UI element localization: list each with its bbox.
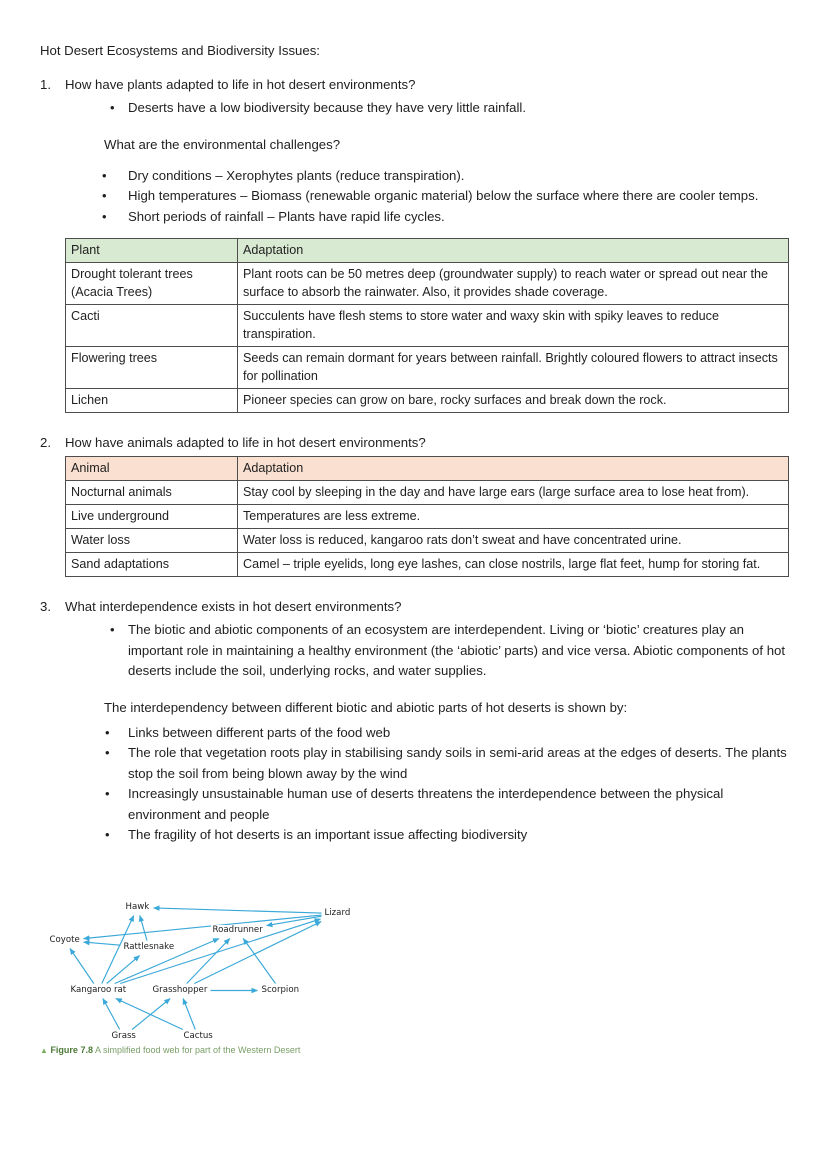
bullet-icon: • — [110, 100, 115, 115]
table-header-row — [66, 239, 789, 263]
cell-plant: Lichen — [66, 389, 238, 413]
bullet-icon: • — [102, 208, 107, 224]
question-3 — [40, 597, 790, 616]
list-item-text: The role that vegetation roots play in stabilising sandy soils in semi-arid areas at the edges of deserts. The plants stop the soil from being blown away by the wind — [128, 745, 787, 781]
column-header-plant: Plant — [66, 239, 238, 263]
bullet-icon: • — [105, 827, 110, 842]
bullet-icon: • — [102, 188, 107, 203]
question-3-number: 3. — [40, 599, 51, 614]
cell-animal: Live underground — [66, 505, 238, 529]
list-item-text: The fragility of hot deserts is an important issue affecting biodiversity — [128, 827, 528, 842]
food-web-link-cactus-to-kangaroo_rat — [116, 998, 183, 1029]
food-web-figure — [40, 884, 400, 1064]
cell-adaptation: Seeds can remain dormant for years between rainfall. Brightly coloured flowers to attract insects for pollination — [238, 347, 789, 389]
cell-animal: Nocturnal animals — [66, 481, 238, 505]
environmental-challenges-heading: What are the environmental challenges? — [104, 136, 341, 152]
list-item-text: The biotic and abiotic components of an ecosystem are interdependent. Living or ‘biotic’ creatures play an important role in maintaining a healthy environment (the ‘abiotic’ parts) and vice versa. Abiotic components of hot deserts include the soil, underlying rocks, and water supplies. — [128, 622, 786, 678]
food-web-link-rattlesnake-to-coyote — [84, 942, 121, 945]
table-header-row — [66, 457, 789, 481]
question-1 — [40, 75, 790, 94]
table-row — [66, 263, 789, 305]
list-item — [102, 186, 790, 207]
page-title: Hot Desert Ecosystems and Biodiversity Issues: — [40, 43, 320, 58]
bullet-icon: • — [102, 167, 107, 183]
list-item-text: Increasingly unsustainable human use of deserts threatens the interdependence between the physical environment and people — [128, 786, 724, 822]
food-web-node-scorpion: Scorpion — [261, 984, 300, 995]
food-web-link-grass-to-kangaroo_rat — [103, 998, 120, 1029]
cell-adaptation: Camel – triple eyelids, long eye lashes, can close nostrils, large flat feet, hump for storing fat. — [238, 553, 789, 577]
list-item — [102, 207, 790, 228]
list-item-text: High temperatures – Biomass (renewable organic material) below the surface where there are cooler temps. — [128, 188, 759, 203]
figure-number: Figure 7.8 — [50, 1044, 93, 1055]
food-web-node-cactus: Cactus — [183, 1030, 213, 1041]
table-row — [66, 305, 789, 347]
food-web-node-hawk: Hawk — [125, 901, 150, 912]
environmental-challenges-list — [102, 166, 790, 228]
list-item — [105, 743, 790, 784]
table-row — [66, 529, 789, 553]
table-row — [66, 481, 789, 505]
question-2 — [40, 433, 790, 452]
table-row — [66, 347, 789, 389]
column-header-animal: Animal — [66, 457, 238, 481]
food-web-link-lizard-to-hawk — [154, 907, 322, 912]
interdependency-list — [105, 723, 790, 846]
triangle-icon: ▲ — [40, 1045, 48, 1055]
list-item-text: Short periods of rainfall – Plants have rapid life cycles. — [128, 208, 445, 224]
cell-adaptation: Pioneer species can grow on bare, rocky surfaces and break down the rock. — [238, 389, 789, 413]
food-web-link-rattlesnake-to-hawk — [140, 915, 147, 940]
cell-adaptation: Temperatures are less extreme. — [238, 505, 789, 529]
food-web-node-roadrunner: Roadrunner — [212, 924, 263, 935]
column-header-adaptation: Adaptation — [238, 239, 789, 263]
food-web-node-grasshopper: Grasshopper — [152, 984, 208, 995]
question-1-number: 1. — [40, 77, 51, 92]
list-item — [105, 784, 790, 825]
bullet-icon: • — [105, 786, 110, 801]
food-web-link-kangaroo_rat-to-coyote — [70, 948, 94, 983]
plant-adaptation-table — [65, 238, 789, 413]
cell-animal: Water loss — [66, 529, 238, 553]
question-1-text: How have plants adapted to life in hot desert environments? — [65, 77, 416, 92]
table-row — [66, 553, 789, 577]
bullet-icon: • — [105, 724, 110, 740]
list-item — [105, 723, 790, 744]
cell-adaptation: Water loss is reduced, kangaroo rats don’t sweat and have concentrated urine. — [238, 529, 789, 553]
food-web-node-kangaroo_rat: Kangaroo rat — [70, 984, 127, 995]
food-web-link-cactus-to-grasshopper — [183, 998, 195, 1029]
food-web-node-grass: Grass — [111, 1030, 136, 1041]
cell-adaptation: Plant roots can be 50 metres deep (groundwater supply) to reach water or spread out near the surface to absorb the rainwater. Also, it provides shade coverage. — [238, 263, 789, 305]
list-item — [102, 166, 790, 187]
list-item — [110, 620, 790, 682]
question-1-bullets — [110, 98, 790, 119]
list-item-text: Links between different parts of the food web — [128, 724, 391, 740]
question-2-text: How have animals adapted to life in hot desert environments? — [65, 435, 426, 450]
cell-plant: Drought tolerant trees (Acacia Trees) — [66, 263, 238, 305]
figure-caption-text: A simplified food web for part of the Western Desert — [94, 1044, 301, 1055]
list-item-text: Deserts have a low biodiversity because they have very little rainfall. — [128, 100, 527, 115]
table-row — [66, 505, 789, 529]
food-web-link-grass-to-grasshopper — [132, 998, 170, 1029]
bullet-icon: • — [110, 622, 115, 637]
cell-adaptation: Succulents have flesh stems to store water and waxy skin with spiky leaves to reduce transpiration. — [238, 305, 789, 347]
cell-animal: Sand adaptations — [66, 553, 238, 577]
food-web-node-coyote: Coyote — [49, 934, 80, 945]
table-row — [66, 389, 789, 413]
figure-caption — [40, 1044, 300, 1057]
list-item — [110, 98, 790, 119]
cell-adaptation: Stay cool by sleeping in the day and have large ears (large surface area to lose heat from). — [238, 481, 789, 505]
food-web-link-lizard-to-coyote — [84, 915, 322, 939]
column-header-adaptation: Adaptation — [238, 457, 789, 481]
bullet-icon: • — [105, 745, 110, 760]
question-2-number: 2. — [40, 435, 51, 450]
cell-plant: Cacti — [66, 305, 238, 347]
list-item — [105, 825, 790, 846]
question-3-text: What interdependence exists in hot desert environments? — [65, 599, 402, 614]
question-3-bullets — [110, 620, 790, 682]
food-web-node-rattlesnake: Rattlesnake — [123, 941, 175, 952]
food-web-link-scorpion-to-roadrunner — [243, 938, 275, 983]
interdependency-heading: The interdependency between different biotic and abiotic parts of hot deserts is shown by: — [104, 699, 628, 715]
cell-plant: Flowering trees — [66, 347, 238, 389]
animal-adaptation-table — [65, 456, 789, 577]
food-web-node-lizard: Lizard — [324, 907, 351, 918]
list-item-text: Dry conditions – Xerophytes plants (reduce transpiration). — [128, 167, 465, 183]
